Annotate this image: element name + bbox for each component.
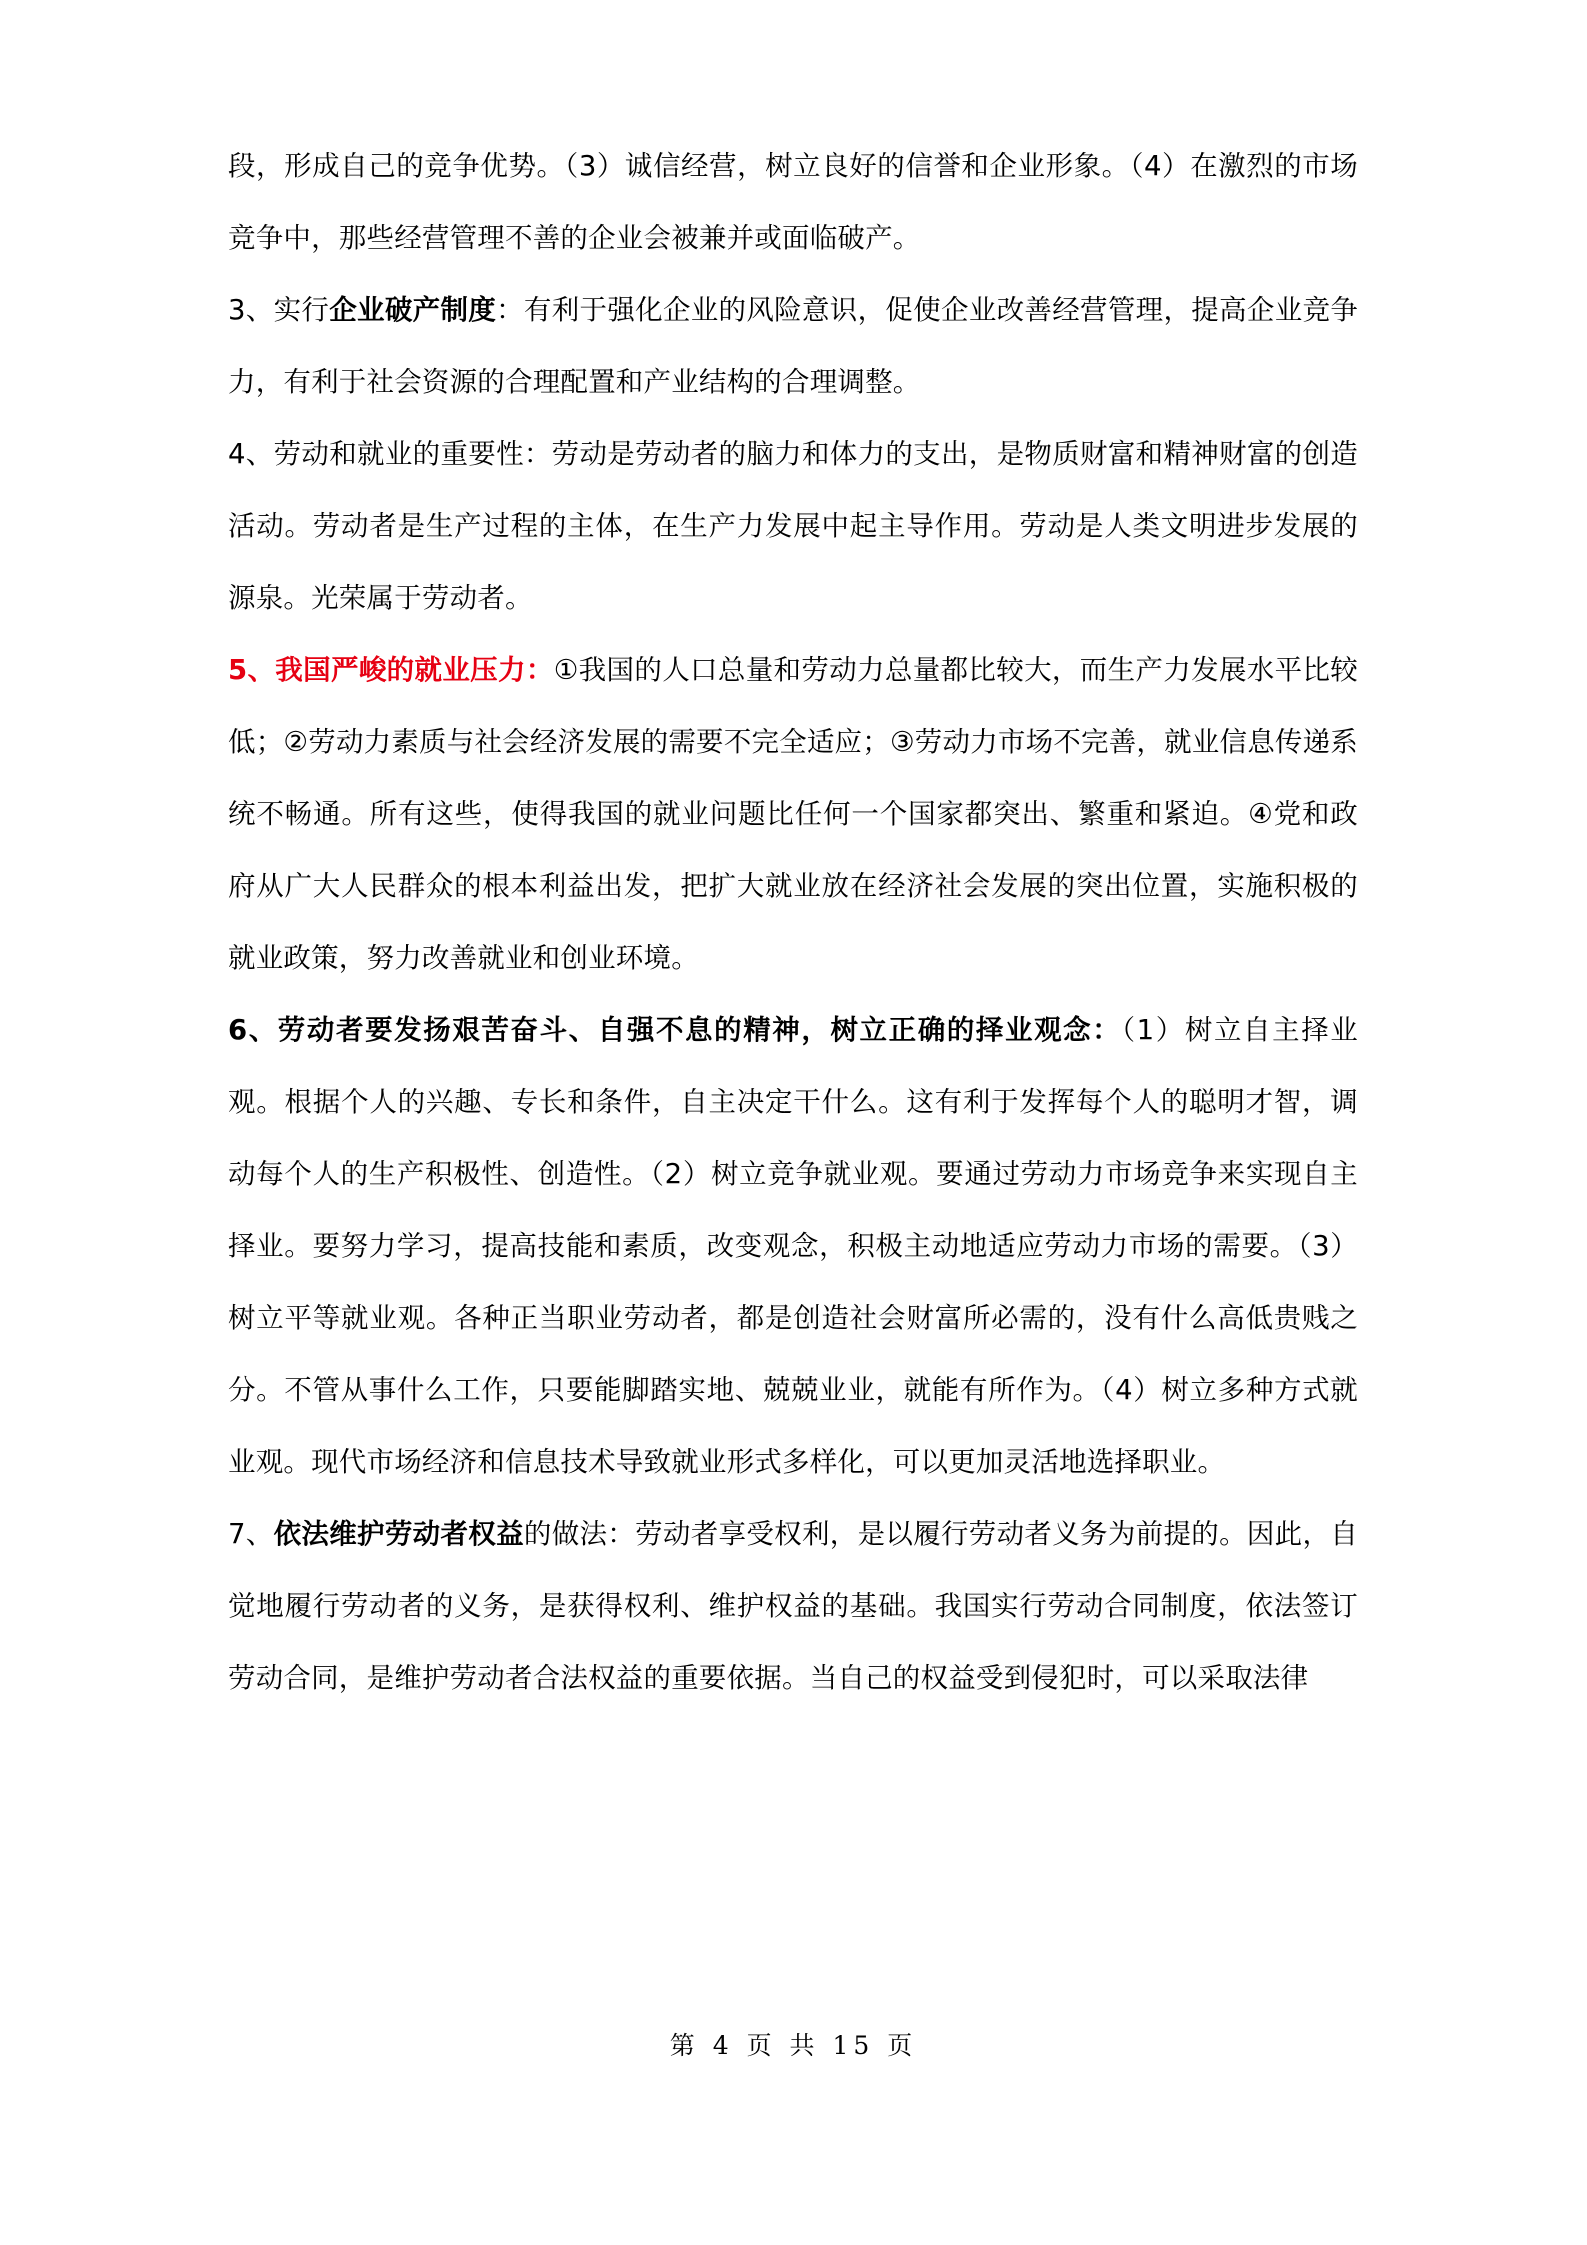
item-7-number: 7、	[228, 1518, 274, 1550]
item-7-body: 的做法：劳动者享受权利，是以履行劳动者义务为前提的。因此，自觉地履行劳动者的义务，是获得权利、维护权益的基础。我国实行劳动合同制度，依法签订劳动合同，是维护劳动者合法权益的重要依据。当自己的权益受到侵犯时，可以采取法律	[228, 1518, 1358, 1694]
item-3-keyterm: 企业破产制度	[329, 294, 497, 326]
paragraph-item-5	[228, 634, 1358, 994]
item-4-body: 4、劳动和就业的重要性：劳动是劳动者的脑力和体力的支出，是物质财富和精神财富的创造活动。劳动者是生产过程的主体，在生产力发展中起主导作用。劳动是人类文明进步发展的源泉。光荣属于劳动者。	[228, 438, 1358, 614]
paragraph-carryover	[228, 130, 1358, 274]
footer-page-indicator: 第 4 页 共 15 页	[669, 2031, 918, 2060]
page-footer	[0, 2026, 1587, 2062]
page-content-column	[228, 130, 1358, 1714]
carryover-text: 段，形成自己的竞争优势。（3）诚信经营，树立良好的信誉和企业形象。（4）在激烈的市场竞争中，那些经营管理不善的企业会被兼并或面临破产。	[228, 150, 1358, 254]
paragraph-item-6	[228, 994, 1358, 1498]
item-6-heading: 6、劳动者要发扬艰苦奋斗、自强不息的精神，树立正确的择业观念：	[228, 1014, 1122, 1046]
paragraph-item-7	[228, 1498, 1358, 1714]
item-5-heading-highlight: 5、我国严峻的就业压力：	[228, 654, 554, 686]
item-6-body: （1）树立自主择业观。根据个人的兴趣、专长和条件，自主决定干什么。这有利于发挥每个人的聪明才智，调动每个人的生产积极性、创造性。（2）树立竞争就业观。要通过劳动力市场竞争来实现自主择业。要努力学习，提高技能和素质，改变观念，积极主动地适应劳动力市场的需要。（3）树立平等就业观。各种正当职业劳动者，都是创造社会财富所必需的，没有什么高低贵贱之分。不管从事什么工作，只要能脚踏实地、兢兢业业，就能有所作为。（4）树立多种方式就业观。现代市场经济和信息技术导致就业形式多样化，可以更加灵活地选择职业。	[228, 1014, 1358, 1478]
paragraph-item-4	[228, 418, 1358, 634]
item-7-keyterm: 依法维护劳动者权益	[273, 1518, 524, 1550]
item-3-body: ：有利于强化企业的风险意识，促使企业改善经营管理，提高企业竞争力，有利于社会资源的合理配置和产业结构的合理调整。	[228, 294, 1359, 398]
paragraph-item-3	[228, 274, 1358, 418]
item-3-lead: 3、实行	[228, 294, 330, 326]
item-5-body: ①我国的人口总量和劳动力总量都比较大，而生产力发展水平比较低；②劳动力素质与社会经济发展的需要不完全适应；③劳动力市场不完善，就业信息传递系统不畅通。所有这些，使得我国的就业问题比任何一个国家都突出、繁重和紧迫。④党和政府从广大人民群众的根本利益出发，把扩大就业放在经济社会发展的突出位置，实施积极的就业政策，努力改善就业和创业环境。	[228, 654, 1359, 974]
